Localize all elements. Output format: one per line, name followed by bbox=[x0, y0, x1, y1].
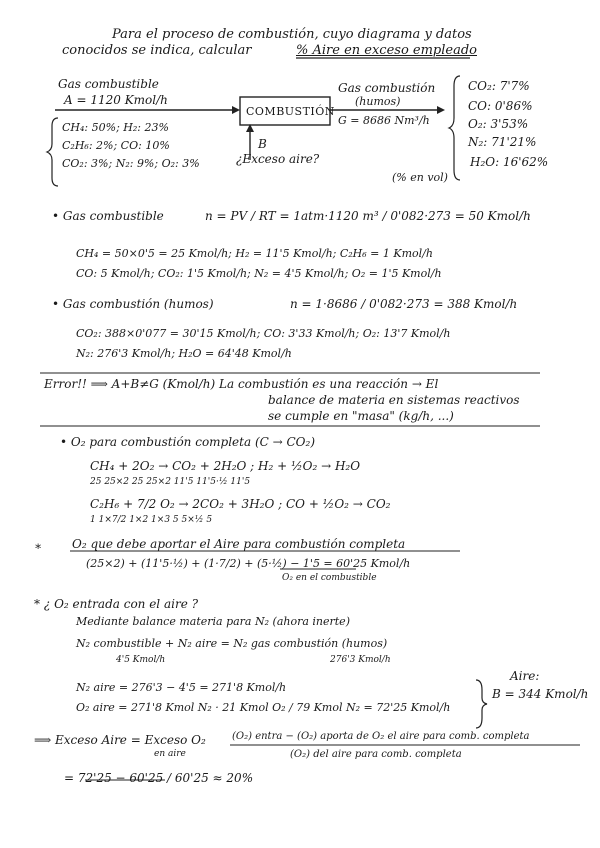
calc2-formula: n = 1·8686 / 0'082·273 = 388 Kmol/h bbox=[290, 297, 518, 311]
calc2-line3: N₂: 276'3 Kmol/h; H₂O = 64'48 Kmol/h bbox=[76, 347, 292, 360]
gas-note: (% en vol) bbox=[392, 171, 448, 184]
gas-flow: G = 8686 Nm³/h bbox=[338, 114, 430, 127]
fuel-title: Gas combustible bbox=[58, 77, 159, 91]
calc1-line3: CO: 5 Kmol/h; CO₂: 1'5 Kmol/h; N₂ = 4'5 Kmol/h; O₂ = 1'5 Kmol/h bbox=[76, 267, 442, 280]
header-line1: Para el proceso de combustión, cuyo diagrama y datos bbox=[112, 27, 472, 42]
gas-comp-h2o: H₂O: 16'62% bbox=[470, 155, 549, 169]
combustion-label: COMBUSTIÓN bbox=[246, 105, 335, 118]
o2-reaction2-sub: 1 1×7/2 1×2 1×3 5 5×½ 5 bbox=[90, 515, 213, 525]
air-eq1-sub-a: 4'5 Kmol/h bbox=[116, 655, 166, 665]
header-line2a: conocidos se indica, calcular bbox=[62, 43, 252, 58]
air-brace bbox=[476, 680, 487, 728]
gas-brace bbox=[449, 76, 460, 180]
air-eq1-sub-b: 276'3 Kmol/h bbox=[330, 655, 391, 665]
error-line1: Error!! ⟹ A+B≠G (Kmol/h) La combustión es una reacción → El bbox=[44, 377, 439, 391]
gas-comp-co: CO: 0'86% bbox=[468, 99, 533, 113]
o2-reaction1-sub: 25 25×2 25 25×2 11'5 11'5·½ 11'5 bbox=[90, 477, 251, 487]
excess-frac-den: (O₂) del aire para comb. completa bbox=[290, 749, 462, 760]
calc2-title: • Gas combustión (humos) bbox=[52, 297, 214, 311]
gas-sub: (humos) bbox=[355, 95, 401, 108]
excess-frac-num: (O₂) entra − (O₂) aporta de O₂ el aire para comb. completa bbox=[232, 731, 530, 742]
fuel-comp-3: CO₂: 3%; N₂: 9%; O₂: 3% bbox=[62, 157, 200, 170]
aire-label: Aire: bbox=[510, 669, 540, 683]
fuel-arrow-head bbox=[232, 106, 240, 114]
air-question: ¿Exceso aire? bbox=[236, 152, 320, 166]
calc2-line2: CO₂: 388×0'077 = 30'15 Kmol/h; CO: 3'33 Kmol/h; O₂: 13'7 Kmol/h bbox=[76, 327, 451, 340]
excess-result: = 72'25 − 60'25 / 60'25 ≈ 20% bbox=[64, 771, 254, 785]
air-label: B bbox=[258, 137, 267, 151]
air-eq3: O₂ aire = 271'8 Kmol N₂ · 21 Kmol O₂ / 79 Kmol N₂ = 72'25 Kmol/h bbox=[76, 701, 451, 714]
fuel-comp-1: CH₄: 50%; H₂: 23% bbox=[62, 121, 169, 134]
o2-reaction2: C₂H₆ + 7/2 O₂ → 2CO₂ + 3H₂O ; CO + ½O₂ → CO₂ bbox=[90, 497, 391, 511]
needs-title: O₂ que debe aportar el Aire para combustión completa bbox=[72, 537, 406, 551]
gas-title: Gas combustión bbox=[338, 81, 436, 95]
needs-asterisk: ∗ bbox=[34, 539, 43, 553]
error-line2: balance de materia en sistemas reactivos bbox=[268, 393, 520, 407]
needs-equation: (25×2) + (11'5·½) + (1·7/2) + (5·½) − 1'5 = 60'25 Kmol/h bbox=[86, 557, 411, 570]
gas-arrow-head bbox=[437, 106, 445, 114]
air-eq2: N₂ aire = 276'3 − 4'5 = 271'8 Kmol/h bbox=[76, 681, 287, 694]
fuel-comp-2: C₂H₆: 2%; CO: 10% bbox=[62, 139, 170, 152]
calc1-formula: n = PV / RT = 1atm·1120 m³ / 0'082·273 = 50 Kmol/h bbox=[205, 209, 531, 223]
air-eq1: N₂ combustible + N₂ aire = N₂ gas combustión (humos) bbox=[76, 637, 388, 650]
error-line3: se cumple en "masa" (kg/h, ...) bbox=[268, 409, 454, 423]
aire-value: B = 344 Kmol/h bbox=[492, 687, 589, 701]
header-line2b: % Aire en exceso empleado bbox=[296, 43, 477, 58]
excess-title: ⟹ Exceso Aire = Exceso O₂ bbox=[34, 733, 206, 747]
needs-note: O₂ en el combustible bbox=[282, 573, 377, 583]
gas-comp-o2: O₂: 3'53% bbox=[468, 117, 529, 131]
o2-reaction1: CH₄ + 2O₂ → CO₂ + 2H₂O ; H₂ + ½O₂ → H₂O bbox=[90, 459, 361, 473]
o2-title: • O₂ para combustión completa (C → CO₂) bbox=[60, 435, 316, 449]
excess-title-sub: en aire bbox=[154, 749, 186, 759]
gas-comp-co2: CO₂: 7'7% bbox=[468, 79, 530, 93]
air-subtitle: Mediante balance materia para N₂ (ahora inerte) bbox=[76, 615, 350, 628]
air-title: * ¿ O₂ entrada con el aire ? bbox=[34, 597, 199, 611]
fuel-flow: A = 1120 Kmol/h bbox=[64, 93, 168, 107]
gas-comp-n2: N₂: 71'21% bbox=[468, 135, 537, 149]
calc1-title: • Gas combustible bbox=[52, 209, 164, 223]
calc1-line2: CH₄ = 50×0'5 = 25 Kmol/h; H₂ = 11'5 Kmol/h; C₂H₆ = 1 Kmol/h bbox=[76, 247, 433, 260]
fuel-brace bbox=[47, 118, 58, 186]
